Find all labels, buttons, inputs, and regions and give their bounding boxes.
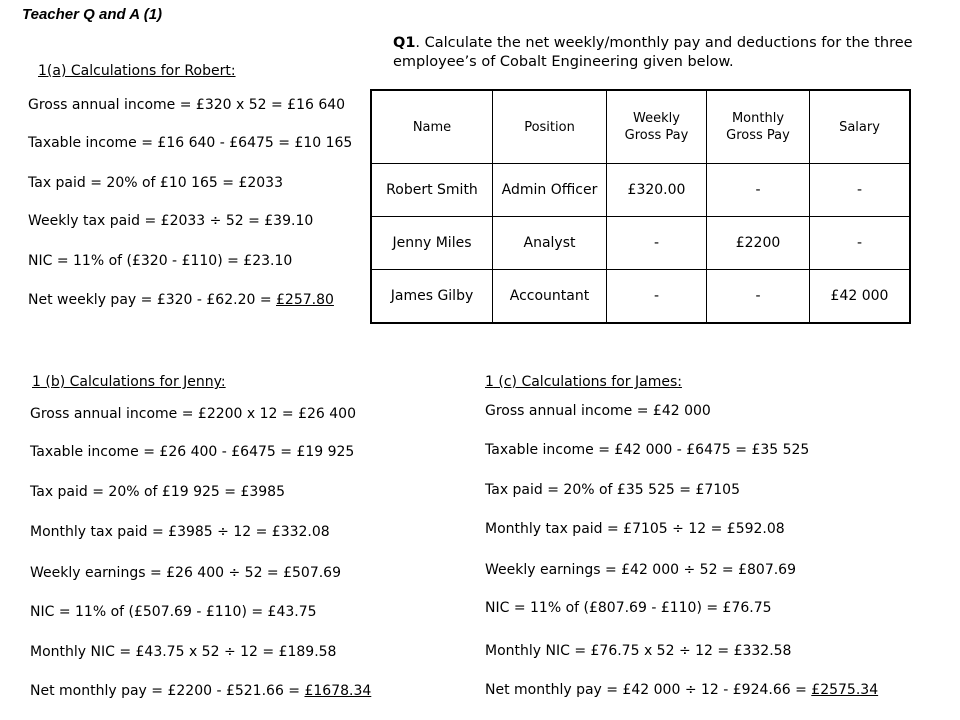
table-cell: Admin Officer xyxy=(493,164,607,217)
james-line-4: Monthly tax paid = £7105 ÷ 12 = £592.08 xyxy=(485,521,785,537)
james-heading-num: 1 xyxy=(485,374,494,390)
table-cell: £320.00 xyxy=(607,164,707,217)
james-heading-text: (c) Calculations for James: xyxy=(493,374,682,390)
jenny-line-7: Monthly NIC = £43.75 x 52 ÷ 12 = £189.58 xyxy=(30,644,337,660)
employee-table xyxy=(370,89,911,324)
table-cell: - xyxy=(707,270,810,324)
james-line-6: NIC = 11% of (£807.69 - £110) = £76.75 xyxy=(485,600,772,616)
jenny-heading-text: (b) Calculations for Jenny: xyxy=(40,374,226,390)
question-text xyxy=(393,34,913,72)
jenny-line-6: NIC = 11% of (£507.69 - £110) = £43.75 xyxy=(30,604,317,620)
table-header-row xyxy=(371,90,910,164)
jenny-line-3: Tax paid = 20% of £19 925 = £3985 xyxy=(30,484,285,500)
robert-line-1: Gross annual income = £320 x 52 = £16 640 xyxy=(28,97,346,113)
page-title: Teacher Q and A (1) xyxy=(22,6,163,23)
question-label: Q1 xyxy=(393,35,416,51)
table-cell: - xyxy=(707,164,810,217)
question-body: . Calculate the net weekly/monthly pay and deductions for the three employee’s of Cobalt Engineering given below. xyxy=(393,35,913,70)
header-position: Position xyxy=(493,90,607,164)
table-cell: £2200 xyxy=(707,217,810,270)
table-cell: - xyxy=(607,270,707,324)
header-monthly-gross-pay: Monthly Gross Pay xyxy=(707,90,810,164)
james-line-2: Taxable income = £42 000 - £6475 = £35 525 xyxy=(485,442,810,458)
jenny-heading-num: 1 xyxy=(32,374,41,390)
table-row xyxy=(371,164,910,217)
james-line-1: Gross annual income = £42 000 xyxy=(485,403,711,419)
jenny-line-1: Gross annual income = £2200 x 12 = £26 400 xyxy=(30,406,356,422)
jenny-net-pay-value: £1678.34 xyxy=(304,683,372,699)
table-cell: James Gilby xyxy=(371,270,493,324)
jenny-line-4: Monthly tax paid = £3985 ÷ 12 = £332.08 xyxy=(30,524,330,540)
header-salary: Salary xyxy=(810,90,911,164)
james-net-pay-label: Net monthly pay = £42 000 ÷ 12 - £924.66 = xyxy=(485,682,812,698)
james-net-pay-value: £2575.34 xyxy=(811,682,879,698)
robert-heading-text: (a) Calculations for Robert: xyxy=(46,63,236,79)
robert-line-4: Weekly tax paid = £2033 ÷ 52 = £39.10 xyxy=(28,213,314,229)
table-cell: - xyxy=(810,164,911,217)
robert-net-pay-value: £257.80 xyxy=(276,292,334,308)
jenny-net-pay-label: Net monthly pay = £2200 - £521.66 = xyxy=(30,683,305,699)
james-heading xyxy=(485,374,682,390)
james-line-3: Tax paid = 20% of £35 525 = £7105 xyxy=(485,482,740,498)
jenny-net-pay xyxy=(30,683,371,699)
robert-net-pay xyxy=(28,292,334,308)
robert-line-2: Taxable income = £16 640 - £6475 = £10 165 xyxy=(28,135,353,151)
table-cell: - xyxy=(607,217,707,270)
table-cell: Jenny Miles xyxy=(371,217,493,270)
jenny-heading xyxy=(32,374,226,390)
header-name: Name xyxy=(371,90,493,164)
jenny-line-2: Taxable income = £26 400 - £6475 = £19 925 xyxy=(30,444,355,460)
table-cell: - xyxy=(810,217,911,270)
table-cell: Robert Smith xyxy=(371,164,493,217)
table-cell: Analyst xyxy=(493,217,607,270)
robert-heading xyxy=(38,63,236,79)
jenny-line-5: Weekly earnings = £26 400 ÷ 52 = £507.69 xyxy=(30,565,341,581)
robert-heading-num: 1 xyxy=(38,63,47,79)
table-row xyxy=(371,217,910,270)
james-net-pay xyxy=(485,682,878,698)
table-cell: £42 000 xyxy=(810,270,911,324)
robert-line-5: NIC = 11% of (£320 - £110) = £23.10 xyxy=(28,253,293,269)
robert-line-3: Tax paid = 20% of £10 165 = £2033 xyxy=(28,175,283,191)
james-line-7: Monthly NIC = £76.75 x 52 ÷ 12 = £332.58 xyxy=(485,643,792,659)
james-line-5: Weekly earnings = £42 000 ÷ 52 = £807.69 xyxy=(485,562,796,578)
table-cell: Accountant xyxy=(493,270,607,324)
header-weekly-gross-pay: Weekly Gross Pay xyxy=(607,90,707,164)
robert-net-pay-label: Net weekly pay = £320 - £62.20 = xyxy=(28,292,277,308)
table-row xyxy=(371,270,910,324)
